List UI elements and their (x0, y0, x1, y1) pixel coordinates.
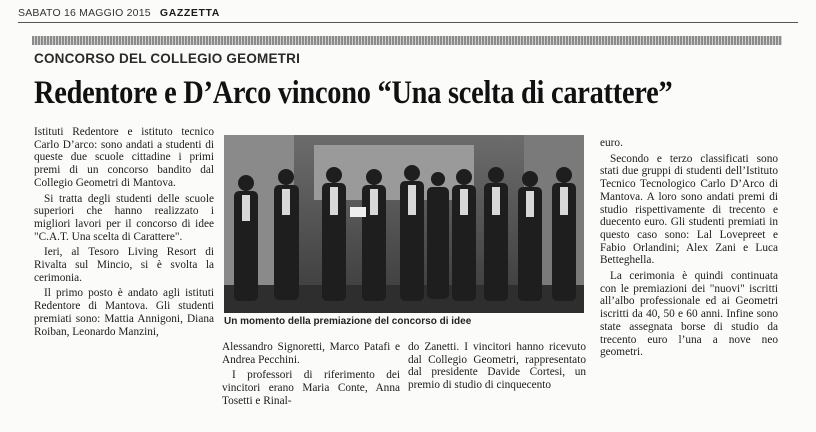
issue-date: SABATO 16 MAGGIO 2015 (18, 7, 151, 19)
photo-caption: Un momento della premiazione del concorso di idee (224, 316, 472, 327)
section-band (32, 36, 782, 45)
paragraph: do Zanetti. I vincitori hanno ricevuto dal Collegio Geometri, rappresentato dal presidente Davide Cortesi, un premio di studio di cinquecento (408, 341, 586, 392)
text-column-4 (600, 137, 778, 362)
text-column-1 (34, 126, 214, 341)
newspaper-name: GAZZETTA (159, 7, 220, 19)
paragraph: Si tratta degli studenti delle scuole superiori che hanno realizzato i migliori lavori per il concorso di idee "C.A.T. Una scelta di Carattere". (34, 192, 214, 243)
header-rule (18, 22, 798, 23)
article-kicker: CONCORSO DEL COLLEGIO GEOMETRI (34, 51, 301, 66)
article-headline: Redentore e D’Arco vincono “Una scelta di carattere” (34, 75, 673, 111)
page-header (18, 7, 220, 19)
paragraph: La cerimonia è quindi continuata con le premiazioni dei "nuovi" iscritti all’albo professionale ed ai Geometri iscritti da 40, 50 e 60 anni. Infine sono state assegnata borse di studio da trecento euro l’una a nove neo geometri. (600, 270, 778, 359)
paragraph: Il primo posto è andato agli istituti Redentore di Mantova. Gli studenti premiati sono: Mattia Annigoni, Diana Roiban, Leonardo Manzini, (34, 287, 214, 338)
paragraph: Secondo e terzo classificati sono stati due gruppi di studenti dell’Istituto Tecnico Tecnologico Carlo D’Arco di Mantova. A loro sono andati premi di studio rispettivamente di trecento e duecento euro. Gli studenti premiati in questo caso sono: Lal Lovepreet e Fabio Orlandini; Alex Zani e Luca Betteghella. (600, 152, 778, 267)
group-photo-illustration (224, 135, 584, 313)
text-column-2 (222, 341, 400, 411)
paragraph: Istituti Redentore e istituto tecnico Carlo D’arco: sono andati a studenti di queste due scuole cittadine i primi premi di un concorso bandito dal Collegio Geometri di Mantova. (34, 126, 214, 189)
paragraph: Ieri, al Tesoro Living Resort di Rivalta sul Mincio, si è svolta la cerimonia. (34, 246, 214, 284)
text-column-3 (408, 341, 586, 395)
paragraph: I professori di riferimento dei vincitori erano Maria Conte, Anna Tosetti e Rinal- (222, 369, 400, 407)
ceremony-photo (224, 135, 584, 313)
paragraph: euro. (600, 137, 623, 149)
paragraph: Alessandro Signoretti, Marco Patafi e Andrea Pecchini. (222, 341, 400, 366)
